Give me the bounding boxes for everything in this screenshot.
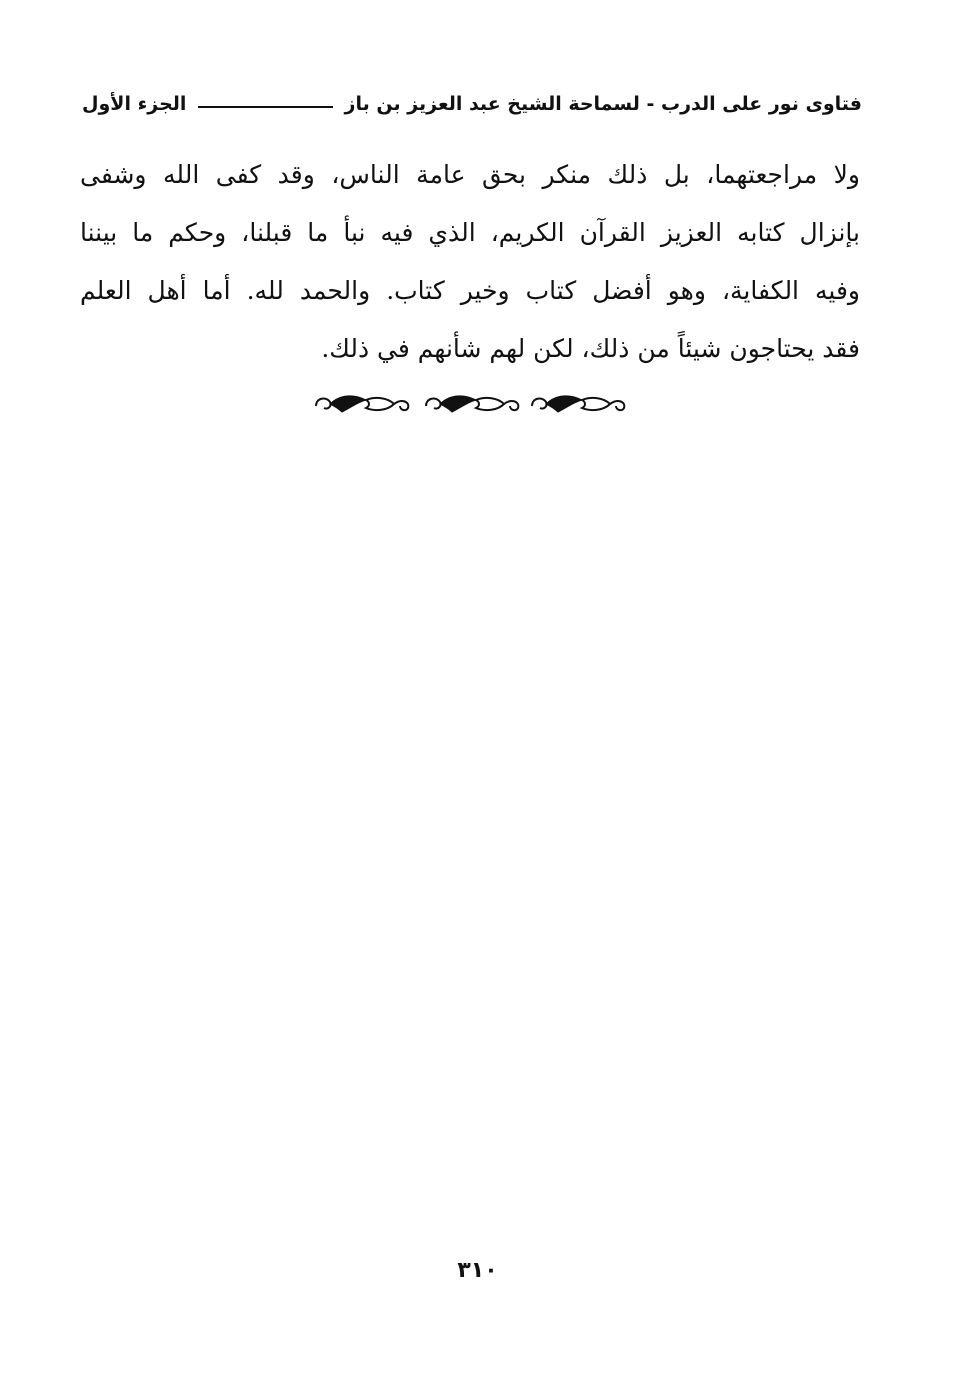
ornament-unit — [316, 396, 408, 412]
ornament-unit — [532, 396, 624, 412]
text-line: ولا مراجعتهما، بل ذلك منكر بحق عامة الناس، وقد كفى الله وشفى — [80, 160, 860, 189]
running-header — [82, 84, 862, 124]
book-title: فتاوى نور على الدرب - لسماحة الشيخ عبد العزيز بن باز — [344, 93, 862, 115]
volume-label: الجزء الأول — [82, 93, 187, 115]
text-line: وفيه الكفاية، وهو أفضل كتاب وخير كتاب. والحمد لله. أما أهل العلم — [80, 276, 860, 305]
body-paragraph — [80, 146, 860, 378]
header-rule — [198, 106, 332, 108]
ornament-unit — [426, 396, 518, 412]
text-line: بإنزال كتابه العزيز القرآن الكريم، الذي فيه نبأ ما قبلنا، وحكم ما بيننا — [80, 218, 860, 247]
page-number: ٣١٠ — [457, 1258, 498, 1283]
text-line: فقد يحتاجون شيئاً من ذلك، لكن لهم شأنهم في ذلك. — [321, 334, 860, 363]
floral-ornament-divider-icon — [310, 384, 630, 424]
